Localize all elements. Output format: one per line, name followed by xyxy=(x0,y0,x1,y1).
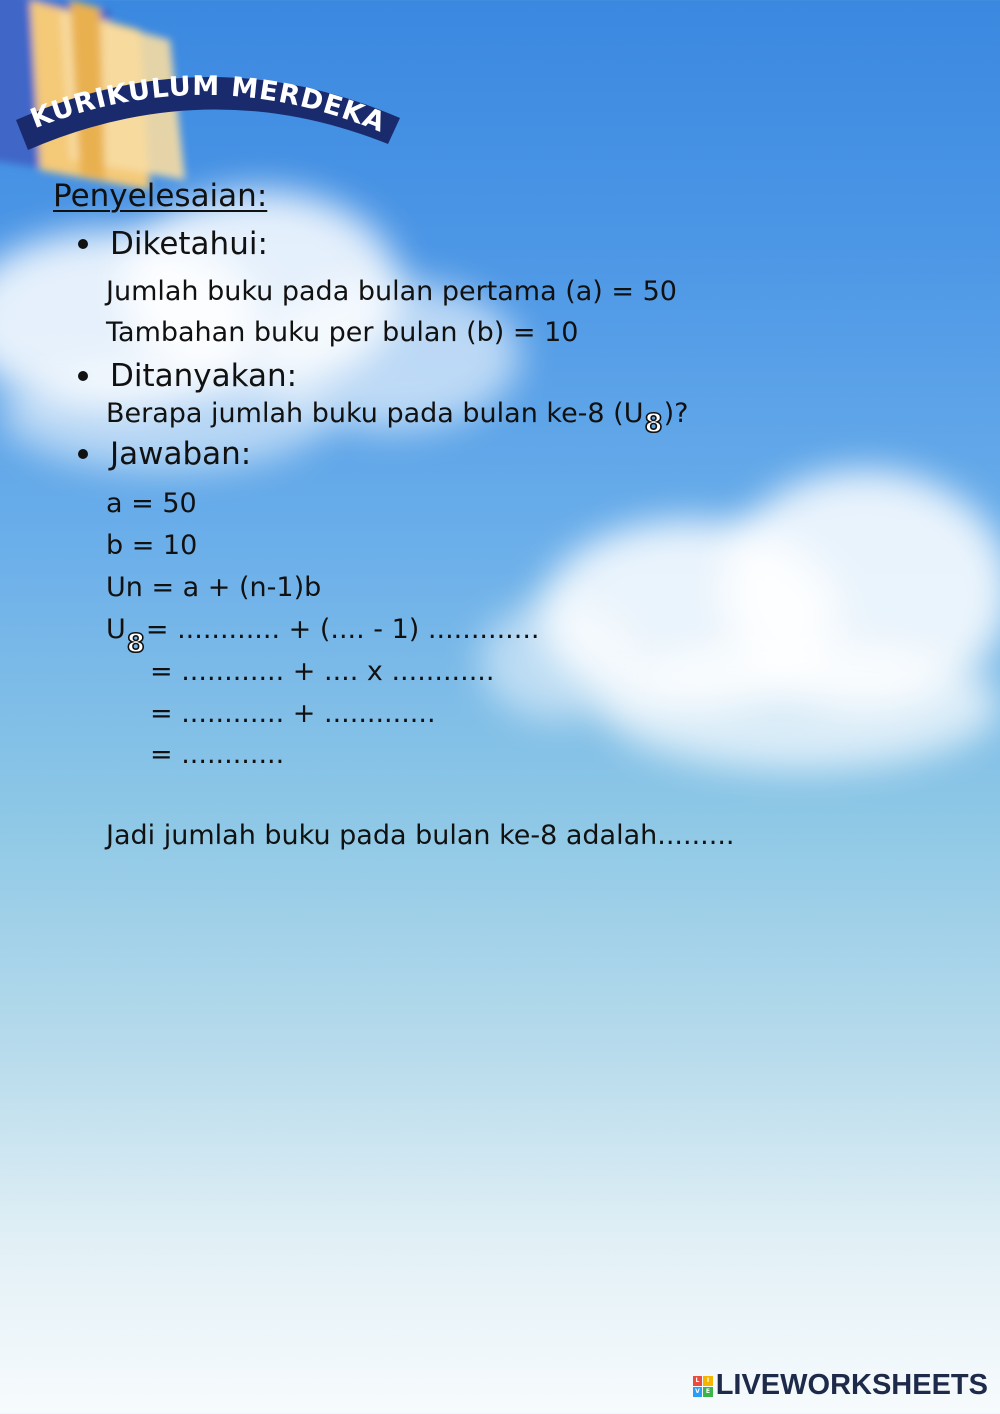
known-a: Jumlah buku pada bulan pertama (a) = 50 xyxy=(106,276,677,307)
known-b: Tambahan buku per bulan (b) = 10 xyxy=(106,317,579,348)
answer-step2: = ............ + .... x ............ xyxy=(150,656,495,687)
logo-letter-i: I xyxy=(703,1376,713,1386)
answer-formula: Un = a + (n-1)b xyxy=(106,572,322,603)
section-label-diketahui: Diketahui: xyxy=(110,226,268,262)
logo-letter-l: L xyxy=(693,1376,703,1386)
section-label-ditanyakan: Ditanyakan: xyxy=(110,358,298,394)
liveworksheets-logo xyxy=(693,1369,988,1402)
banner-text: KURIKULUM MERDEKA xyxy=(26,70,391,139)
bullet-icon xyxy=(78,239,88,249)
answer-u8-step1 xyxy=(106,614,540,659)
question-line xyxy=(106,398,689,439)
question-suffix: )? xyxy=(663,398,689,429)
conclusion-line: Jadi jumlah buku pada bulan ke-8 adalah......... xyxy=(106,820,735,851)
page-heading: Penyelesaian: xyxy=(53,178,268,214)
section-label-jawaban: Jawaban: xyxy=(110,436,252,472)
bullet-icon xyxy=(78,449,88,459)
u8-prefix: U xyxy=(106,614,126,645)
logo-letter-e: E xyxy=(703,1387,713,1397)
section-jawaban xyxy=(78,436,251,472)
logo-letter-v: V xyxy=(693,1387,703,1397)
answer-step4: = ............ xyxy=(150,739,285,770)
u8-rest: = ............ + (.... - 1) ............. xyxy=(145,614,540,645)
section-diketahui xyxy=(78,226,268,262)
bullet-icon xyxy=(78,371,88,381)
u8-subscript: 8 xyxy=(126,629,145,659)
answer-a: a = 50 xyxy=(106,488,197,519)
answer-b: b = 10 xyxy=(106,530,198,561)
question-prefix: Berapa jumlah buku pada bulan ke-8 (U xyxy=(106,398,644,429)
brand-text: LIVEWORKSHEETS xyxy=(715,1369,988,1401)
question-subscript: 8 xyxy=(644,409,663,439)
section-ditanyakan xyxy=(78,358,297,394)
liveworksheets-logo-icon xyxy=(693,1376,713,1396)
answer-step3: = ............ + ............. xyxy=(150,698,436,729)
